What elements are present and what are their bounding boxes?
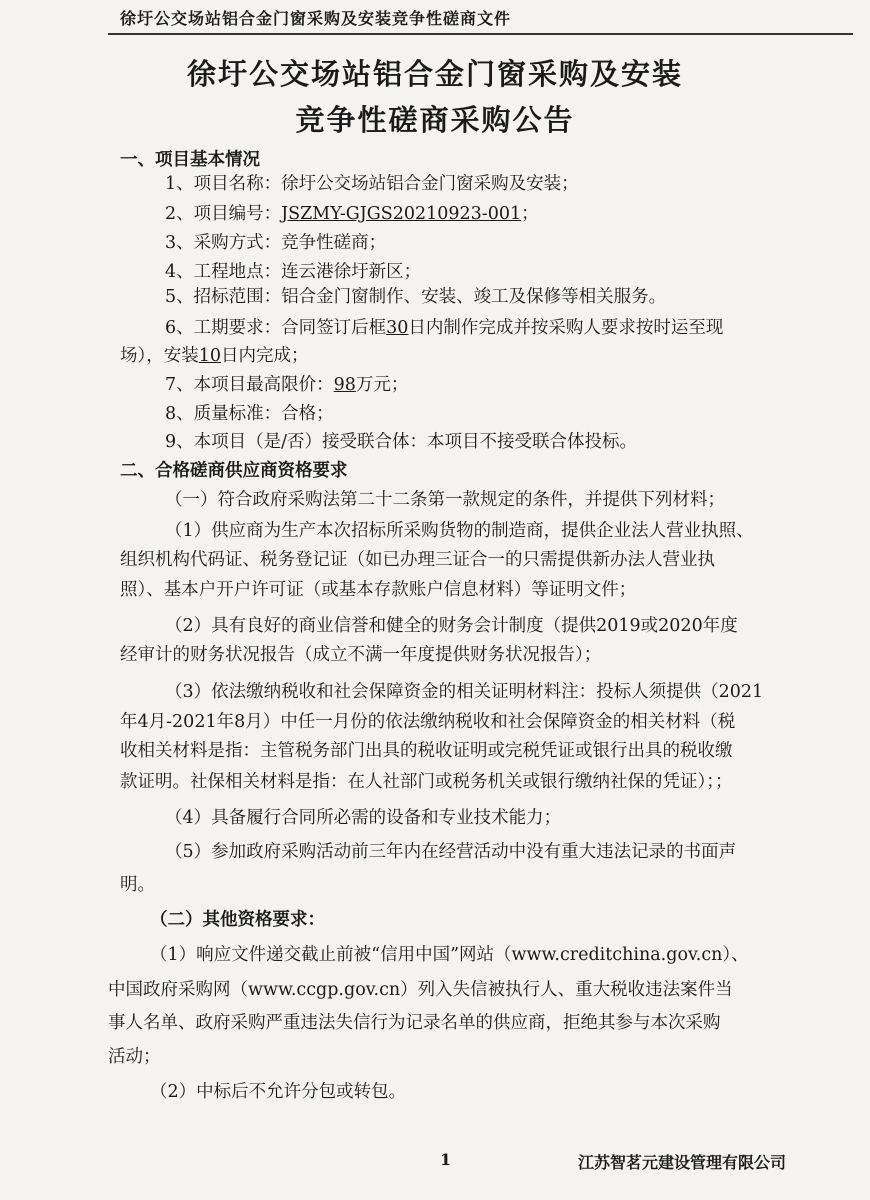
item-schedule-a: 6、工期要求：合同签订后框	[165, 318, 387, 338]
other-requirements-heading: （二）其他资格要求：	[150, 910, 325, 930]
requirement-1-1-l1: （1）供应商为生产本次招标所采购货物的制造商，提供企业法人营业执照、	[165, 521, 754, 541]
item-schedule	[165, 316, 723, 340]
section2-heading: 二、合格磋商供应商资格要求	[120, 461, 348, 481]
requirement-2-1-l1: （1）响应文件递交截止前被“信用中国”网站（www.creditchina.gov.cn）、	[150, 945, 749, 965]
item-quality: 8、质量标准：合格；	[165, 404, 334, 424]
footer-company: 江苏智茗元建设管理有限公司	[578, 1153, 787, 1172]
item-schedule-d: 日内完成；	[221, 346, 309, 366]
requirement-1-5-l1: （5）参加政府采购活动前三年内在经营活动中没有重大违法记录的书面声	[165, 842, 737, 862]
requirement-2-1-l2: 中国政府采购网（www.ccgp.gov.cn）列入失信被执行人、重大税收违法案件当	[108, 980, 733, 1000]
requirement-1-3-l4: 款证明。社保相关材料是指：在人社部门或税务机关或银行缴纳社保的凭证）；；	[120, 772, 733, 792]
project-code: JSZMY-GJGS20210923-001	[281, 204, 522, 224]
item-consortium: 9、本项目（是/否）接受联合体：本项目不接受联合体投标。	[165, 432, 638, 452]
requirement-1-5-l2: 明。	[120, 875, 155, 895]
requirement-1-3-l2: 年4月-2021年8月）中任一月份的依法缴纳税收和社会保障资金的相关材料（税	[120, 712, 736, 732]
item-max-price-unit: 万元；	[355, 375, 409, 395]
requirement-2-1-l4: 活动；	[108, 1047, 161, 1067]
item-procurement-method: 3、采购方式：竞争性磋商；	[165, 233, 387, 253]
requirement-1-2-l2: 经审计的财务状况报告（成立不满一年度提供财务状况报告）；	[120, 645, 602, 665]
document-title-line1: 徐圩公交场站铝合金门窗采购及安装	[186, 57, 683, 91]
item-max-price-label: 7、本项目最高限价：	[165, 375, 334, 395]
item-project-code	[165, 202, 539, 226]
item-max-price	[165, 373, 408, 397]
requirement-1-1-l3: 照）、基本户开户许可证（或基本存款账户信息材料）等证明文件；	[120, 580, 637, 600]
requirement-1-4: （4）具备履行合同所必需的设备和专业技术能力；	[165, 808, 562, 828]
item-schedule-b: 日内制作完成并按采购人要求按时运至现	[408, 318, 724, 338]
requirement-2-1-l3: 事人名单、政府采购严重违法失信行为记录名单的供应商，拒绝其参与本次采购	[108, 1013, 721, 1033]
section1-heading: 一、项目基本情况	[120, 150, 260, 170]
requirement-1-3-l3: 收相关材料是指：主管税务部门出具的税收证明或完税凭证或银行出具的税收缴	[120, 741, 733, 761]
requirement-1-2-l1: （2）具有良好的商业信誉和健全的财务会计制度（提供2019或2020年度	[165, 616, 738, 636]
max-price: 98	[333, 375, 356, 395]
item-project-code-label: 2、项目编号：	[165, 204, 282, 224]
requirement-1: （一）符合政府采购法第二十二条第一款规定的条件，并提供下列材料；	[165, 490, 725, 510]
requirement-1-3-l1: （3）依法缴纳税收和社会保障资金的相关证明材料注：投标人须提供（2021	[165, 682, 764, 702]
header-rule	[108, 33, 853, 35]
running-header: 徐圩公交场站铝合金门窗采购及安装竞争性磋商文件	[120, 9, 512, 28]
item-location: 4、工程地点：连云港徐圩新区；	[165, 262, 422, 282]
production-days: 30	[386, 318, 409, 338]
item-project-name: 1、项目名称：徐圩公交场站铝合金门窗采购及安装；	[165, 174, 579, 194]
item-scope: 5、招标范围：铝合金门窗制作、安装、竣工及保修等相关服务。	[165, 287, 667, 307]
document-title-line2: 竞争性磋商采购公告	[295, 103, 575, 137]
install-days: 10	[198, 346, 222, 366]
item-schedule-cont	[120, 344, 309, 368]
item-project-code-end: ；	[521, 204, 539, 224]
requirement-2-2: （2）中标后不允许分包或转包。	[150, 1082, 407, 1102]
requirement-1-1-l2: 组织机构代码证、税务登记证（如已办理三证合一的只需提供新办法人营业执	[120, 550, 715, 570]
page-number: 1	[440, 1150, 452, 1169]
item-schedule-c: 场），安装	[120, 346, 199, 366]
